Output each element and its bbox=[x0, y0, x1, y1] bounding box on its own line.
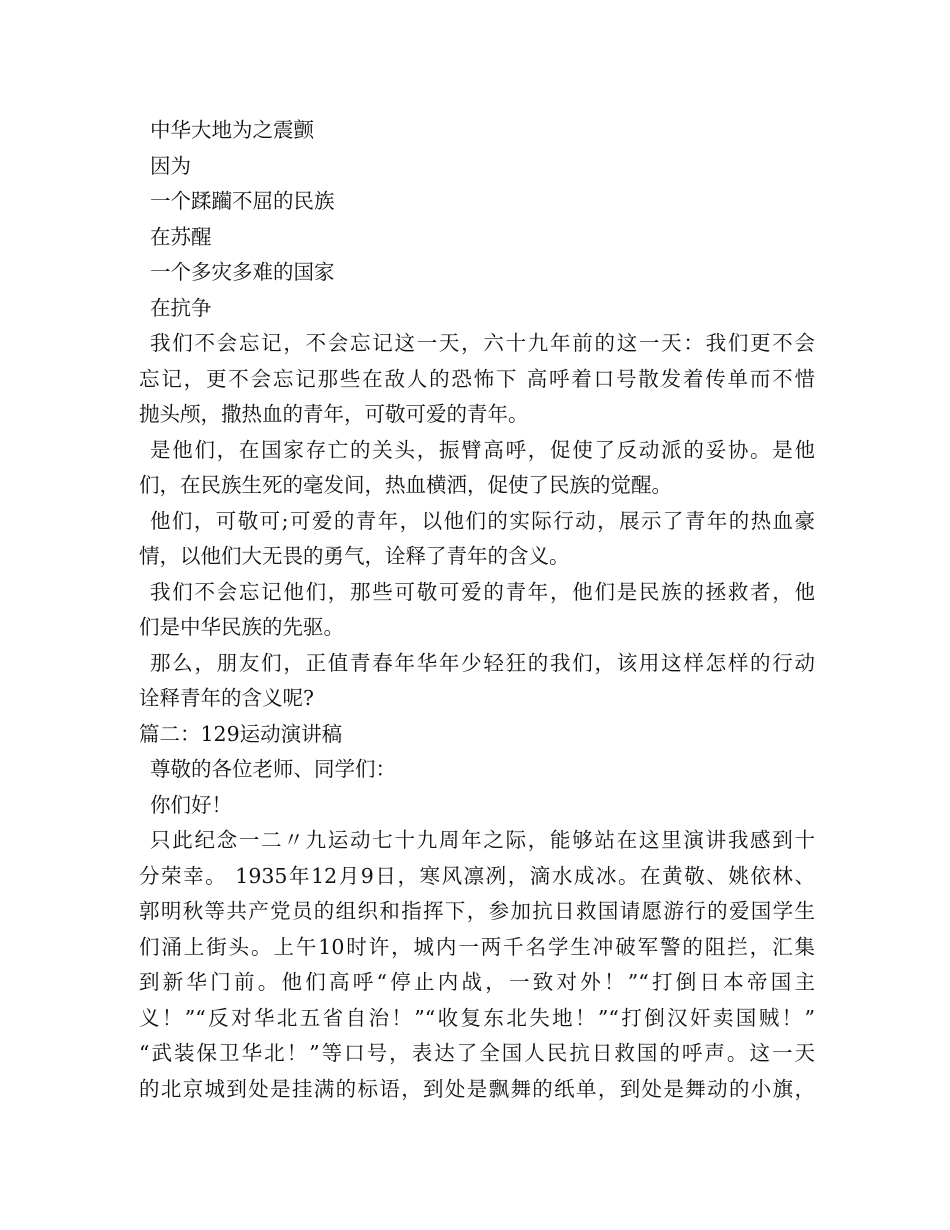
text-line: 忘记，更不会忘记那些在敌人的恐怖下 高呼着口号散发着传单而不惜 bbox=[139, 366, 815, 391]
text-line: 的北京城到处是挂满的标语，到处是飘舞的纸单，到处是舞动的小旗， bbox=[139, 1076, 815, 1101]
text-line: 到新华门前。他们高呼“停止内战，一致对外！”“打倒日本帝国主 bbox=[139, 970, 815, 994]
text-line: 分荣幸。 1935年12月9日，寒风凛冽，滴水成冰。在黄敬、姚依林、 bbox=[139, 863, 815, 888]
text-line: 我们不会忘记，不会忘记这一天，六十九年前的这一天：我们更不会 bbox=[150, 331, 815, 355]
text-line: 们，在民族生死的毫发间，热血横洒，促使了民族的觉醒。 bbox=[139, 473, 672, 497]
text-line: 们涌上街头。上午10时许，城内一两千名学生冲破军警的阻拦，汇集 bbox=[139, 934, 815, 959]
text-line: 们是中华民族的先驱。 bbox=[139, 615, 344, 639]
text-line: 在苏醒 bbox=[150, 224, 212, 249]
text-line: 他们，可敬可;可爱的青年，以他们的实际行动，展示了青年的热血豪 bbox=[150, 508, 815, 533]
text-line: 因为 bbox=[150, 153, 191, 178]
document-page bbox=[139, 113, 815, 1107]
text-line: 是他们，在国家存亡的关头，振臂高呼，促使了反动派的妥协。是他 bbox=[150, 437, 815, 462]
text-line: 一个多灾多难的国家 bbox=[150, 260, 335, 284]
text-line: 我们不会忘记他们，那些可敬可爱的青年，他们是民族的拯救者，他 bbox=[150, 579, 815, 604]
text-line: 义！”“反对华北五省自治！”“收复东北失地！”“打倒汉奸卖国贼！” bbox=[139, 1005, 815, 1030]
text-line: 郭明秋等共产党员的组织和指挥下，参加抗日救国请愿游行的爱国学生 bbox=[139, 899, 815, 923]
text-line: 篇二：129运动演讲稿 bbox=[139, 721, 343, 746]
text-line: 情，以他们大无畏的勇气，诠释了青年的含义。 bbox=[139, 544, 570, 568]
text-line: 那么，朋友们，正值青春年华年少轻狂的我们，该用这样怎样的行动 bbox=[150, 650, 815, 675]
text-line: “武装保卫华北！”等口号，表达了全国人民抗日救国的呼声。这一天 bbox=[139, 1041, 815, 1065]
text-line: 只此纪念一二〃九运动七十九周年之际，能够站在这里演讲我感到十 bbox=[150, 828, 815, 852]
text-line: 你们好！ bbox=[150, 792, 232, 817]
text-line: 中华大地为之震颤 bbox=[150, 118, 314, 142]
text-line: 一个蹂躏不屈的民族 bbox=[150, 189, 335, 213]
text-line: 抛头颅，撒热血的青年，可敬可爱的青年。 bbox=[139, 402, 529, 426]
text-line: 尊敬的各位老师、同学们： bbox=[150, 757, 396, 781]
text-line: 诠释青年的含义呢? bbox=[139, 686, 314, 710]
text-line: 在抗争 bbox=[150, 295, 212, 320]
